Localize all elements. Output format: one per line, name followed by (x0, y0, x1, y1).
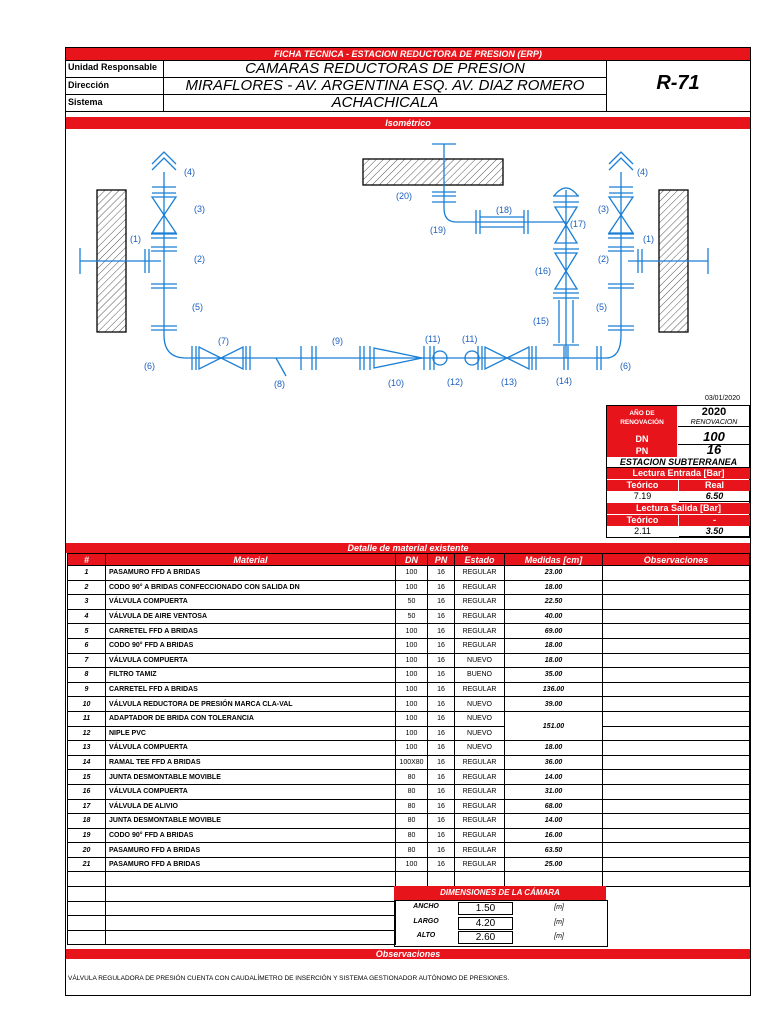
observacion-cell (603, 814, 750, 829)
title-bar: FICHA TECNICA - ESTACION REDUCTORA DE PRESION (ERP) (66, 48, 750, 60)
sistema-value: ACHACHICALA (331, 94, 439, 111)
estado-value: NUEVO (455, 741, 505, 756)
table-row (68, 755, 750, 770)
observacion-cell (603, 770, 750, 785)
dn-value: 80 (396, 799, 428, 814)
col-header: DN (396, 554, 428, 566)
table-row (68, 784, 750, 799)
iso-label: (20) (396, 191, 413, 201)
empty-cell (68, 916, 106, 931)
ano-value: 2020 (701, 406, 727, 418)
table-row (68, 682, 750, 697)
entrada-real: 6.50 (679, 491, 750, 502)
real-label: Real (679, 480, 750, 491)
iso-label: (9) (332, 336, 343, 346)
estado-value: REGULAR (455, 682, 505, 697)
direccion-label: Dirección (68, 80, 110, 90)
estado-value: BUENO (455, 668, 505, 683)
pn-value: 16 (428, 857, 455, 872)
material-name: PASAMURO FFD A BRIDAS (106, 843, 396, 858)
material-name: CARRETEL FFD A BRIDAS (106, 624, 396, 639)
medida-value: 35.00 (505, 668, 603, 683)
medida-value: 22.50 (505, 595, 603, 610)
medida-value: 151.00 (505, 711, 603, 740)
material-name: FILTRO TAMIZ (106, 668, 396, 683)
iso-label: (5) (192, 302, 203, 312)
salida-real-label: - (679, 515, 750, 526)
medida-value: 40.00 (505, 609, 603, 624)
medida-value: 18.00 (505, 653, 603, 668)
ancho-label: ANCHO (413, 903, 439, 910)
alto-label: ALTO (416, 932, 436, 939)
material-name: PASAMURO FFD A BRIDAS (106, 857, 396, 872)
pn-value: 16 (428, 828, 455, 843)
empty-cell (396, 872, 428, 887)
dn-value: 100 (396, 653, 428, 668)
col-header: # (68, 554, 106, 566)
observacion-cell (603, 755, 750, 770)
empty-cell (428, 872, 455, 887)
col-header: Medidas [cm] (505, 554, 603, 566)
ano-sub: RENOVACION (678, 419, 750, 427)
pn-value: 16 (428, 755, 455, 770)
table-row (68, 697, 750, 712)
dn-value: 100X80 (396, 755, 428, 770)
row-number: 20 (68, 843, 106, 858)
iso-label: (4) (637, 167, 648, 177)
dn-value: 100 (396, 682, 428, 697)
medida-value: 25.00 (505, 857, 603, 872)
estado-value: NUEVO (455, 653, 505, 668)
iso-label: (4) (184, 167, 195, 177)
dn-value: 100 (396, 566, 428, 581)
isometric-title: Isométrico (66, 117, 750, 129)
row-number: 9 (68, 682, 106, 697)
iso-label: (12) (447, 377, 464, 387)
date: 03/01/2020 (704, 395, 740, 402)
empty-cell (68, 887, 106, 902)
iso-label: (1) (643, 234, 654, 244)
iso-label: (6) (620, 361, 631, 371)
estado-value: NUEVO (455, 726, 505, 741)
empty-cell (68, 901, 106, 916)
dn-value: 80 (396, 770, 428, 785)
observacion-cell (603, 828, 750, 843)
medida-value: 14.00 (505, 814, 603, 829)
row-number: 14 (68, 755, 106, 770)
table-row (68, 566, 750, 581)
table-row (68, 828, 750, 843)
pn-value: 16 (428, 726, 455, 741)
observacion-cell (603, 784, 750, 799)
iso-label: (3) (598, 204, 609, 214)
medida-value: 14.00 (505, 770, 603, 785)
pn-value: 16 (428, 653, 455, 668)
row-number: 13 (68, 741, 106, 756)
salida-teorico-label: Teórico (607, 515, 678, 526)
observaciones-text: VÁLVULA REGULADORA DE PRESIÓN CUENTA CON CAUDALÍMETRO DE INSERCIÓN Y SISTEMA GESTIONADOR AUTÓNOMO DE PRESIONES. (68, 975, 510, 982)
row-number: 19 (68, 828, 106, 843)
pn-value: 16 (428, 814, 455, 829)
empty-cell (603, 872, 750, 887)
observacion-cell (603, 653, 750, 668)
estado-value: REGULAR (455, 770, 505, 785)
pn-value: 16 (428, 580, 455, 595)
dn-value: 100 (396, 668, 428, 683)
entrada-title: Lectura Entrada [Bar] (607, 468, 750, 479)
empty-cell (106, 916, 396, 931)
empty-cell (68, 930, 106, 945)
dn-value: 80 (396, 814, 428, 829)
observaciones-title: Observaciones (66, 949, 750, 959)
pn-value: 16 (428, 668, 455, 683)
ancho-unit: [m] (554, 904, 564, 911)
estado-value: REGULAR (455, 843, 505, 858)
estado-value: REGULAR (455, 857, 505, 872)
estado-value: REGULAR (455, 580, 505, 595)
medida-value: 18.00 (505, 580, 603, 595)
pn-value: 16 (706, 442, 722, 457)
row-number: 6 (68, 638, 106, 653)
direccion-value: MIRAFLORES - AV. ARGENTINA ESQ. AV. DIAZ ROMERO (185, 77, 585, 94)
iso-label: (19) (430, 225, 447, 235)
station-code: R-71 (656, 72, 700, 94)
dn-value: 80 (396, 784, 428, 799)
material-name: CODO 90° A BRIDAS CONFECCIONADO CON SALIDA DN (106, 580, 396, 595)
dn-value: 100 (396, 638, 428, 653)
observacion-cell (603, 595, 750, 610)
material-name: VÁLVULA DE AIRE VENTOSA (106, 609, 396, 624)
iso-label: (10) (388, 378, 405, 388)
iso-label: (2) (598, 254, 609, 264)
pn-label: PN (607, 445, 677, 457)
empty-cell (68, 872, 106, 887)
pn-value: 16 (428, 595, 455, 610)
material-name: RAMAL TEE FFD A BRIDAS (106, 755, 396, 770)
pn-value: 16 (428, 566, 455, 581)
medida-value: 136.00 (505, 682, 603, 697)
table-row (68, 741, 750, 756)
material-name: VÁLVULA DE ALIVIO (106, 799, 396, 814)
observacion-cell (603, 857, 750, 872)
table-row (68, 668, 750, 683)
empty-cell (106, 872, 396, 887)
material-name: JUNTA DESMONTABLE MOVIBLE (106, 814, 396, 829)
salida-real: 3.50 (679, 526, 750, 537)
material-name: JUNTA DESMONTABLE MOVIBLE (106, 770, 396, 785)
observacion-cell (603, 609, 750, 624)
pn-value: 16 (428, 682, 455, 697)
estado-value: NUEVO (455, 697, 505, 712)
material-name: CARRETEL FFD A BRIDAS (106, 682, 396, 697)
estado-value: NUEVO (455, 711, 505, 726)
empty-row (68, 872, 750, 887)
alto-value: 2.60 (458, 931, 513, 944)
pn-value: 16 (428, 799, 455, 814)
row-number: 3 (68, 595, 106, 610)
estado-value: REGULAR (455, 799, 505, 814)
entrada-teorico: 7.19 (633, 491, 652, 501)
iso-label: (16) (535, 266, 552, 276)
largo-label: LARGO (413, 918, 439, 925)
pn-value: 16 (428, 697, 455, 712)
observacion-cell (603, 726, 750, 741)
medida-value: 18.00 (505, 638, 603, 653)
table-row (68, 595, 750, 610)
dn-value: 100 (678, 429, 750, 445)
iso-label: (17) (570, 219, 587, 229)
col-header: Estado (455, 554, 505, 566)
table-row (68, 609, 750, 624)
ancho-value: 1.50 (458, 902, 513, 915)
estado-value: REGULAR (455, 814, 505, 829)
estado-value: REGULAR (455, 609, 505, 624)
row-number: 15 (68, 770, 106, 785)
dn-value: 100 (396, 741, 428, 756)
ano-label: AÑO DE RENOVACIÓN (607, 406, 677, 433)
observacion-cell (603, 799, 750, 814)
salida-title: Lectura Salida [Bar] (607, 503, 750, 514)
sistema-label: Sistema (68, 97, 103, 107)
estado-value: REGULAR (455, 624, 505, 639)
dn-value: 80 (396, 843, 428, 858)
estado-value: REGULAR (455, 755, 505, 770)
pn-value: 16 (428, 624, 455, 639)
iso-label: (11) (425, 334, 441, 344)
unidad-value: CAMARAS REDUCTORAS DE PRESION (245, 60, 525, 77)
material-name: VÁLVULA COMPUERTA (106, 784, 396, 799)
material-name: VÁLVULA COMPUERTA (106, 653, 396, 668)
largo-unit: [m] (554, 919, 564, 926)
col-header: Observaciones (603, 554, 750, 566)
estado-value: REGULAR (455, 566, 505, 581)
unidad-label: Unidad Responsable (68, 62, 158, 72)
iso-label: (6) (144, 361, 155, 371)
rule (163, 60, 164, 111)
teorico-label: Teórico (607, 480, 678, 491)
salida-teorico: 2.11 (634, 526, 651, 536)
iso-label: (2) (194, 254, 205, 264)
material-name: ADAPTADOR DE BRIDA CON TOLERANCIA (106, 711, 396, 726)
iso-label: (13) (501, 377, 518, 387)
observacion-cell (603, 697, 750, 712)
row-number: 21 (68, 857, 106, 872)
dn-value: 80 (396, 828, 428, 843)
pn-value: 16 (428, 711, 455, 726)
estado-value: REGULAR (455, 638, 505, 653)
col-header: PN (428, 554, 455, 566)
material-name: VÁLVULA COMPUERTA (106, 741, 396, 756)
row-number: 10 (68, 697, 106, 712)
table-row (68, 857, 750, 872)
empty-cell (106, 901, 396, 916)
observacion-cell (603, 566, 750, 581)
iso-label: (5) (596, 302, 607, 312)
medida-value: 69.00 (505, 624, 603, 639)
observacion-cell (603, 638, 750, 653)
dn-value: 100 (396, 580, 428, 595)
row-number: 2 (68, 580, 106, 595)
medida-value: 39.00 (505, 697, 603, 712)
material-name: NIPLE PVC (106, 726, 396, 741)
empty-cell (106, 887, 396, 902)
row-number: 11 (68, 711, 106, 726)
pn-value: 16 (428, 609, 455, 624)
pn-value: 16 (428, 784, 455, 799)
estado-value: REGULAR (455, 595, 505, 610)
dn-value: 100 (396, 726, 428, 741)
isometric-diagram (66, 130, 750, 402)
medida-value: 63.50 (505, 843, 603, 858)
table-row (68, 770, 750, 785)
pn-value: 16 (428, 843, 455, 858)
table-header-row (68, 554, 750, 566)
estado-value: REGULAR (455, 784, 505, 799)
medida-value: 16.00 (505, 828, 603, 843)
medida-value: 18.00 (505, 741, 603, 756)
dn-value: 50 (396, 609, 428, 624)
table-row (68, 711, 750, 726)
row-number: 17 (68, 799, 106, 814)
row-number: 18 (68, 814, 106, 829)
observacion-cell (603, 624, 750, 639)
medida-value: 23.00 (505, 566, 603, 581)
empty-cell (106, 930, 396, 945)
row-number: 4 (68, 609, 106, 624)
observacion-cell (603, 668, 750, 683)
observacion-cell (603, 711, 750, 726)
table-row (68, 580, 750, 595)
empty-cell (455, 872, 505, 887)
row-number: 12 (68, 726, 106, 741)
table-row (68, 814, 750, 829)
alto-unit: [m] (554, 933, 564, 940)
table-row (68, 653, 750, 668)
table-row (68, 624, 750, 639)
largo-value: 4.20 (458, 917, 513, 930)
dn-value: 50 (396, 595, 428, 610)
iso-label: (11) (462, 334, 478, 344)
observacion-cell (603, 682, 750, 697)
col-header: Material (106, 554, 396, 566)
estacion-type: ESTACION SUBTERRANEA (607, 457, 750, 468)
row-number: 7 (68, 653, 106, 668)
medida-value: 31.00 (505, 784, 603, 799)
table-row (68, 726, 750, 741)
dn-value: 100 (396, 697, 428, 712)
material-name: CODO 90° FFD A BRIDAS (106, 828, 396, 843)
row-number: 1 (68, 566, 106, 581)
table-row (68, 638, 750, 653)
iso-label: (1) (130, 234, 141, 244)
row-number: 8 (68, 668, 106, 683)
table-row (68, 799, 750, 814)
pn-value: 16 (428, 638, 455, 653)
dimensiones-title: DIMENSIONES DE LA CÁMARA (394, 886, 606, 900)
iso-label: (8) (274, 379, 285, 389)
material-name: CODO 90° FFD A BRIDAS (106, 638, 396, 653)
iso-label: (15) (533, 316, 550, 326)
iso-label: (7) (218, 336, 229, 346)
observacion-cell (603, 580, 750, 595)
observacion-cell (603, 741, 750, 756)
iso-label: (18) (496, 205, 513, 215)
material-name: PASAMURO FFD A BRIDAS (106, 566, 396, 581)
material-name: VÁLVULA REDUCTORA DE PRESIÓN MARCA CLA-VAL (106, 697, 396, 712)
pn-value: 16 (428, 770, 455, 785)
dn-label: DN (607, 433, 677, 445)
dn-value: 100 (396, 857, 428, 872)
dn-value: 100 (396, 624, 428, 639)
empty-cell (505, 872, 603, 887)
observacion-cell (603, 843, 750, 858)
iso-label: (3) (194, 204, 205, 214)
pn-value: 16 (428, 741, 455, 756)
row-number: 16 (68, 784, 106, 799)
iso-label: (14) (556, 376, 573, 386)
detalle-title: Detalle de material existente (66, 543, 750, 553)
medida-value: 68.00 (505, 799, 603, 814)
medida-value: 36.00 (505, 755, 603, 770)
material-name: VÁLVULA COMPUERTA (106, 595, 396, 610)
estado-value: REGULAR (455, 828, 505, 843)
dn-value: 100 (396, 711, 428, 726)
table-row (68, 843, 750, 858)
row-number: 5 (68, 624, 106, 639)
rule (66, 111, 750, 112)
